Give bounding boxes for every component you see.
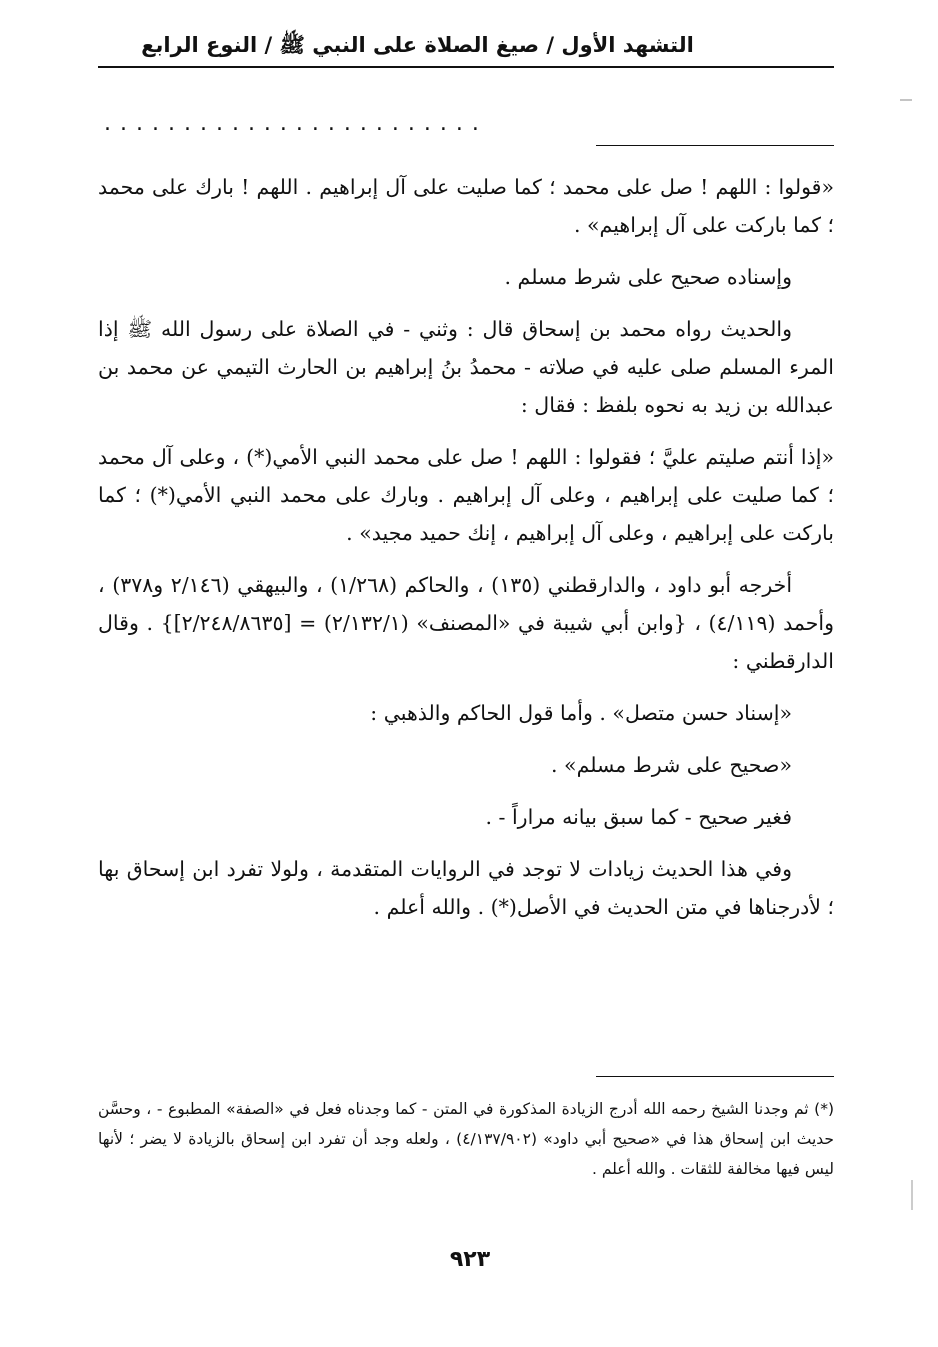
paragraph-hakim-quote: «صحيح على شرط مسلم» .	[551, 753, 792, 777]
paragraph-refutation: فغير صحيح - كما سبق بيانه مراراً - .	[485, 805, 792, 829]
header-rule	[98, 66, 834, 68]
paragraph-daraqutni-quote: «إسناد حسن متصل» . وأما قول الحاكم والذهبي :	[370, 701, 792, 725]
top-short-rule	[596, 145, 834, 146]
main-text	[98, 168, 834, 940]
footnote	[98, 1094, 834, 1184]
paragraph-isnad-note: وإسناده صحيح على شرط مسلم .	[504, 265, 792, 289]
paragraph-quote-1: «قولوا : اللهم ! صل على محمد ؛ كما صليت على آل إبراهيم . اللهم ! بارك على محمد ؛ كما باركت على آل إبراهيم» .	[98, 175, 834, 237]
footnote-text: (*) ثم وجدنا الشيخ رحمه الله أدرج الزيادة المذكورة في المتن - كما وجدناه فعل في «الصفة» المطبوع - ، وحسَّن حديث ابن إسحاق هذا في «صحيح أبي داود» (٤/١٣٧/٩٠٢) ، ولعله وجد أن تفرد ابن إسحاق بالزيادة لا يضر ؛ لأنها ليس فيها مخالفة للثقات . والله أعلم .	[98, 1100, 834, 1178]
page-number: ٩٢٣	[449, 1247, 491, 1272]
paragraph-quote-2: «إذا أنتم صليتم عليَّ ؛ فقولوا : اللهم ! صل على محمد النبي الأمي(*) ، وعلى آل محمد ؛ كما صليت على إبراهيم ، وعلى آل إبراهيم . وبارك على محمد النبي الأمي(*) ؛ كما باركت على إبراهيم ، وعلى آل إبراهيم ، إنك حميد مجيد» .	[98, 445, 834, 545]
dotted-separator: ........................	[104, 112, 488, 136]
paragraph-additions: وفي هذا الحديث زيادات لا توجد في الروايات المتقدمة ، ولولا تفرد ابن إسحاق بها ؛ لأدرجناها في متن الحديث في الأصل(*) . والله أعلم .	[98, 857, 834, 919]
paragraph-takhrij: أخرجه أبو داود ، والدارقطني (١٣٥) ، والحاكم (١/٢٦٨) ، والبيهقي (٢/١٤٦ و٣٧٨) ، وأحمد (٤/١١٩) ، {وابن أبي شيبة في «المصنف» (٢/١٣٢/١) = [٢/٢٤٨/٨٦٣٥]} . وقال الدارقطني :	[98, 573, 834, 673]
running-header: التشهد الأول / صيغ الصلاة على النبي ﷺ / النوع الرابع	[141, 33, 694, 57]
paragraph-ibn-ishaq: والحديث رواه محمد بن إسحاق قال : وثني - في الصلاة على رسول الله ﷺ إذا المرء المسلم صلى عليه في صلاته - محمدُ بنُ إبراهيم بن الحارث التيمي عن محمد بن عبدالله بن زيد به نحوه بلفظ : فقال :	[98, 317, 834, 417]
footnote-rule	[596, 1076, 834, 1077]
